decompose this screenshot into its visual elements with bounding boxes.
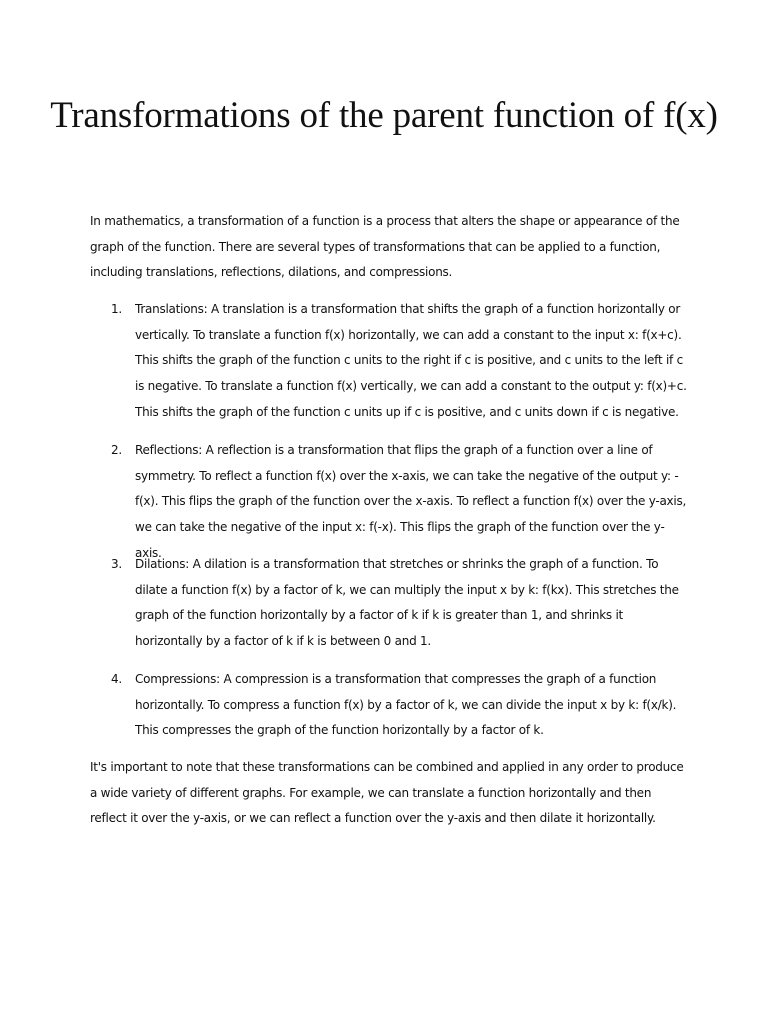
- list-item-translations: [90, 297, 690, 426]
- document-title: Transformations of the parent function of f(x): [50, 95, 718, 136]
- list-item-compressions: [90, 667, 690, 744]
- list-item-dilations: [90, 552, 690, 655]
- list-item-text: Compressions: A compression is a transformation that compresses the graph of a function horizontally. To compress a function f(x) by a factor of k, we can divide the input x by k: f(x/k). This compresses the graph of the function horizontally by a factor of k.: [135, 672, 677, 738]
- intro-paragraph: In mathematics, a transformation of a function is a process that alters the shape or appearance of the graph of the function. There are several types of transformations that can be applied to a function, including translations, reflections, dilations, and compressions.: [90, 214, 680, 280]
- list-item-text: Dilations: A dilation is a transformation that stretches or shrinks the graph of a function. To dilate a function f(x) by a factor of k, we can multiply the input x by k: f(kx). This stretches the graph of the function horizontally by a factor of k if k is greater than 1, and shrinks it horizontally by a factor of k if k is between 0 and 1.: [135, 557, 679, 649]
- list-item-number: 2.: [111, 443, 122, 457]
- list-item-text: Reflections: A reflection is a transformation that flips the graph of a function over a line of symmetry. To reflect a function f(x) over the x-axis, we can take the negative of the output y: -f(x). This flips the graph of the function over the x-axis. To reflect a function f(x) over the y-axis, we can take the negative of the input x: f(-x). This flips the graph of the function over the y-axis.: [135, 443, 687, 560]
- list-item-number: 3.: [111, 557, 122, 571]
- conclusion-paragraph: It's important to note that these transformations can be combined and applied in any order to produce a wide variety of different graphs. For example, we can translate a function horizontally and then reflect it over the y-axis, or we can reflect a function over the y-axis and then dilate it horizontally.: [90, 760, 684, 826]
- list-item-text: Translations: A translation is a transformation that shifts the graph of a function horizontally or vertically. To translate a function f(x) horizontally, we can add a constant to the input x: f(x+c). This shifts the graph of the function c units to the right if c is positive, and c units to the left if c is negative. To translate a function f(x) vertically, we can add a constant to the output y: f(x)+c. This shifts the graph of the function c units up if c is positive, and c units down if c is negative.: [135, 302, 687, 419]
- list-item-reflections: [90, 438, 690, 567]
- list-item-number: 1.: [111, 302, 122, 316]
- list-item-number: 4.: [111, 672, 122, 686]
